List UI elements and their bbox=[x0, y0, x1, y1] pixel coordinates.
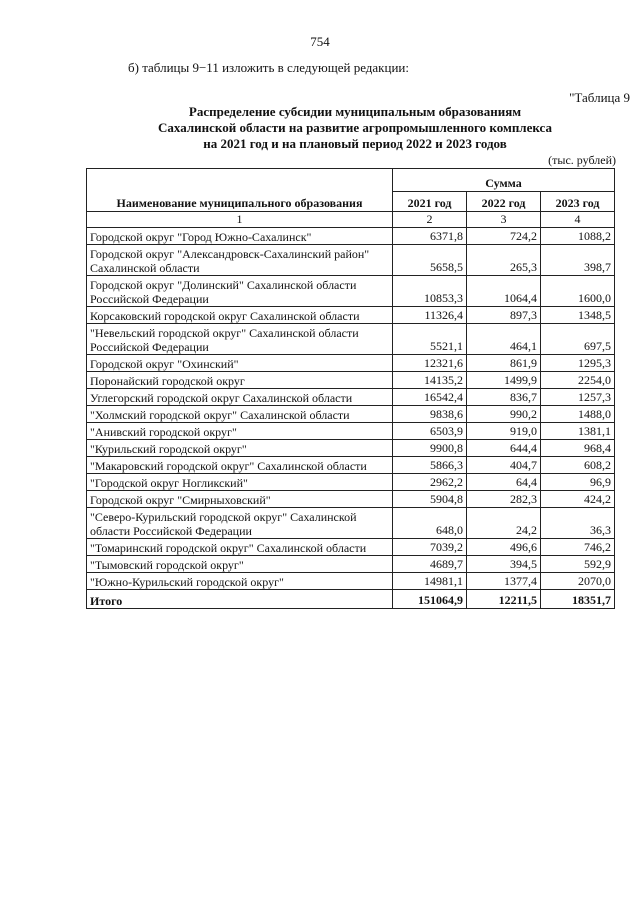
value-2021: 6503,9 bbox=[393, 423, 467, 440]
table-row bbox=[87, 474, 615, 491]
table-row bbox=[87, 406, 615, 423]
municipality-name: Городской округ "Александровск-Сахалинский район" Сахалинской области bbox=[87, 245, 393, 276]
value-2021: 12321,6 bbox=[393, 355, 467, 372]
value-2023: 1600,0 bbox=[541, 276, 615, 307]
municipality-name: "Курильский городской округ" bbox=[87, 440, 393, 457]
value-2021: 4689,7 bbox=[393, 556, 467, 573]
value-2021: 5521,1 bbox=[393, 324, 467, 355]
column-index: 2 bbox=[393, 212, 467, 228]
municipality-name: Городской округ "Охинский" bbox=[87, 355, 393, 372]
table-row bbox=[87, 276, 615, 307]
value-2021: 7039,2 bbox=[393, 539, 467, 556]
value-2022: 1377,4 bbox=[467, 573, 541, 590]
header-year-2023: 2023 год bbox=[541, 191, 615, 211]
municipality-name: "Макаровский городской округ" Сахалинской области bbox=[87, 457, 393, 474]
value-2022: 394,5 bbox=[467, 556, 541, 573]
value-2022: 724,2 bbox=[467, 228, 541, 245]
value-2022: 836,7 bbox=[467, 389, 541, 406]
title-line: Сахалинской области на развитие агропромышленного комплекса bbox=[158, 120, 552, 135]
municipality-name: "Северо-Курильский городской округ" Сахалинской области Российской Федерации bbox=[87, 508, 393, 539]
total-2022: 12211,5 bbox=[467, 590, 541, 609]
table-label: "Таблица 9 bbox=[569, 90, 630, 105]
header-sum: Сумма bbox=[393, 169, 615, 192]
municipality-name: Городской округ "Город Южно-Сахалинск" bbox=[87, 228, 393, 245]
total-2023: 18351,7 bbox=[541, 590, 615, 609]
value-2022: 644,4 bbox=[467, 440, 541, 457]
title-line: на 2021 год и на плановый период 2022 и 2023 годов bbox=[203, 136, 507, 151]
table-row bbox=[87, 228, 615, 245]
municipality-name: Углегорский городской округ Сахалинской области bbox=[87, 389, 393, 406]
table-title bbox=[120, 104, 590, 152]
table-row bbox=[87, 372, 615, 389]
value-2022: 64,4 bbox=[467, 474, 541, 491]
municipality-name: "Тымовский городской округ" bbox=[87, 556, 393, 573]
table-row bbox=[87, 245, 615, 276]
total-label: Итого bbox=[87, 590, 393, 609]
value-2021: 2962,2 bbox=[393, 474, 467, 491]
value-2023: 1295,3 bbox=[541, 355, 615, 372]
value-2021: 9900,8 bbox=[393, 440, 467, 457]
value-2022: 861,9 bbox=[467, 355, 541, 372]
table-body bbox=[87, 228, 615, 590]
column-index: 1 bbox=[87, 212, 393, 228]
value-2022: 990,2 bbox=[467, 406, 541, 423]
value-2021: 648,0 bbox=[393, 508, 467, 539]
intro-text: б) таблицы 9−11 изложить в следующей редакции: bbox=[128, 60, 409, 75]
value-2021: 14135,2 bbox=[393, 372, 467, 389]
value-2023: 96,9 bbox=[541, 474, 615, 491]
table-row bbox=[87, 324, 615, 355]
value-2023: 608,2 bbox=[541, 457, 615, 474]
value-2021: 5866,3 bbox=[393, 457, 467, 474]
header-year-2022: 2022 год bbox=[467, 191, 541, 211]
table-row bbox=[87, 389, 615, 406]
value-2022: 1499,9 bbox=[467, 372, 541, 389]
subsidy-table bbox=[86, 168, 615, 609]
municipality-name: "Южно-Курильский городской округ" bbox=[87, 573, 393, 590]
value-2023: 968,4 bbox=[541, 440, 615, 457]
value-2023: 1488,0 bbox=[541, 406, 615, 423]
table-row bbox=[87, 423, 615, 440]
municipality-name: "Томаринский городской округ" Сахалинской области bbox=[87, 539, 393, 556]
value-2023: 424,2 bbox=[541, 491, 615, 508]
value-2022: 24,2 bbox=[467, 508, 541, 539]
value-2021: 5658,5 bbox=[393, 245, 467, 276]
value-2022: 496,6 bbox=[467, 539, 541, 556]
value-2023: 1088,2 bbox=[541, 228, 615, 245]
value-2021: 16542,4 bbox=[393, 389, 467, 406]
table-row bbox=[87, 508, 615, 539]
municipality-name: "Холмский городской округ" Сахалинской области bbox=[87, 406, 393, 423]
value-2023: 2070,0 bbox=[541, 573, 615, 590]
value-2022: 464,1 bbox=[467, 324, 541, 355]
municipality-name: "Невельский городской округ" Сахалинской области Российской Федерации bbox=[87, 324, 393, 355]
table-row bbox=[87, 440, 615, 457]
table-row bbox=[87, 355, 615, 372]
table-row bbox=[87, 307, 615, 324]
total-row bbox=[87, 590, 615, 609]
value-2023: 1257,3 bbox=[541, 389, 615, 406]
value-2021: 9838,6 bbox=[393, 406, 467, 423]
municipality-name: "Городской округ Ногликский" bbox=[87, 474, 393, 491]
column-index: 4 bbox=[541, 212, 615, 228]
table-row bbox=[87, 573, 615, 590]
value-2021: 14981,1 bbox=[393, 573, 467, 590]
table-row bbox=[87, 457, 615, 474]
value-2023: 36,3 bbox=[541, 508, 615, 539]
value-2021: 11326,4 bbox=[393, 307, 467, 324]
table-row bbox=[87, 556, 615, 573]
value-2023: 2254,0 bbox=[541, 372, 615, 389]
municipality-name: Корсаковский городской округ Сахалинской области bbox=[87, 307, 393, 324]
value-2023: 697,5 bbox=[541, 324, 615, 355]
value-2022: 404,7 bbox=[467, 457, 541, 474]
units-label: (тыс. рублей) bbox=[548, 153, 616, 167]
value-2023: 1348,5 bbox=[541, 307, 615, 324]
municipality-name: Городской округ "Долинский" Сахалинской области Российской Федерации bbox=[87, 276, 393, 307]
value-2021: 10853,3 bbox=[393, 276, 467, 307]
value-2021: 5904,8 bbox=[393, 491, 467, 508]
table-row bbox=[87, 491, 615, 508]
value-2022: 282,3 bbox=[467, 491, 541, 508]
table-row bbox=[87, 539, 615, 556]
total-2021: 151064,9 bbox=[393, 590, 467, 609]
value-2023: 1381,1 bbox=[541, 423, 615, 440]
municipality-name: Поронайский городской округ bbox=[87, 372, 393, 389]
value-2021: 6371,8 bbox=[393, 228, 467, 245]
value-2023: 398,7 bbox=[541, 245, 615, 276]
municipality-name: "Анивский городской округ" bbox=[87, 423, 393, 440]
value-2022: 919,0 bbox=[467, 423, 541, 440]
title-line: Распределение субсидии муниципальным образованиям bbox=[188, 104, 522, 119]
value-2023: 746,2 bbox=[541, 539, 615, 556]
column-index: 3 bbox=[467, 212, 541, 228]
header-name: Наименование муниципального образования bbox=[87, 169, 393, 212]
value-2023: 592,9 bbox=[541, 556, 615, 573]
value-2022: 265,3 bbox=[467, 245, 541, 276]
value-2022: 897,3 bbox=[467, 307, 541, 324]
value-2022: 1064,4 bbox=[467, 276, 541, 307]
header-year-2021: 2021 год bbox=[393, 191, 467, 211]
municipality-name: Городской округ "Смирныховский" bbox=[87, 491, 393, 508]
page-number: 754 bbox=[310, 34, 330, 49]
